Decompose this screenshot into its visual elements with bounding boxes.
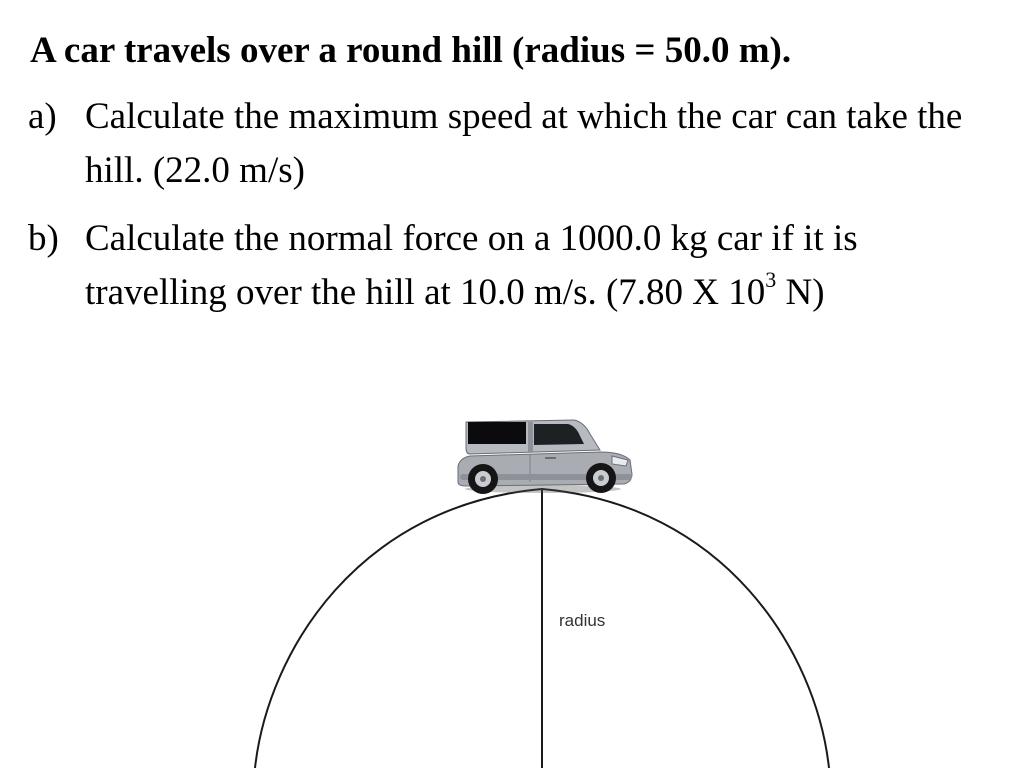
question-b-text <box>85 212 985 320</box>
question-b-text-main: Calculate the normal force on a 1000.0 kg car if it is travelling over the hill at 10.0 m/s. (7.80 X 10 <box>85 218 858 313</box>
question-b-text-tail: N) <box>776 272 825 313</box>
radius-label: radius <box>559 611 606 630</box>
problem-title: A car travels over a round hill (radius = 50.0 m). <box>30 30 792 71</box>
question-a-text: Calculate the maximum speed at which the car can take the hill. (22.0 m/s) <box>85 96 963 191</box>
question-b-exponent: 3 <box>765 266 777 292</box>
question-b-marker: b) <box>28 218 59 259</box>
car-icon <box>458 420 632 494</box>
hill-diagram <box>0 400 1024 768</box>
question-a-marker: a) <box>28 96 57 137</box>
